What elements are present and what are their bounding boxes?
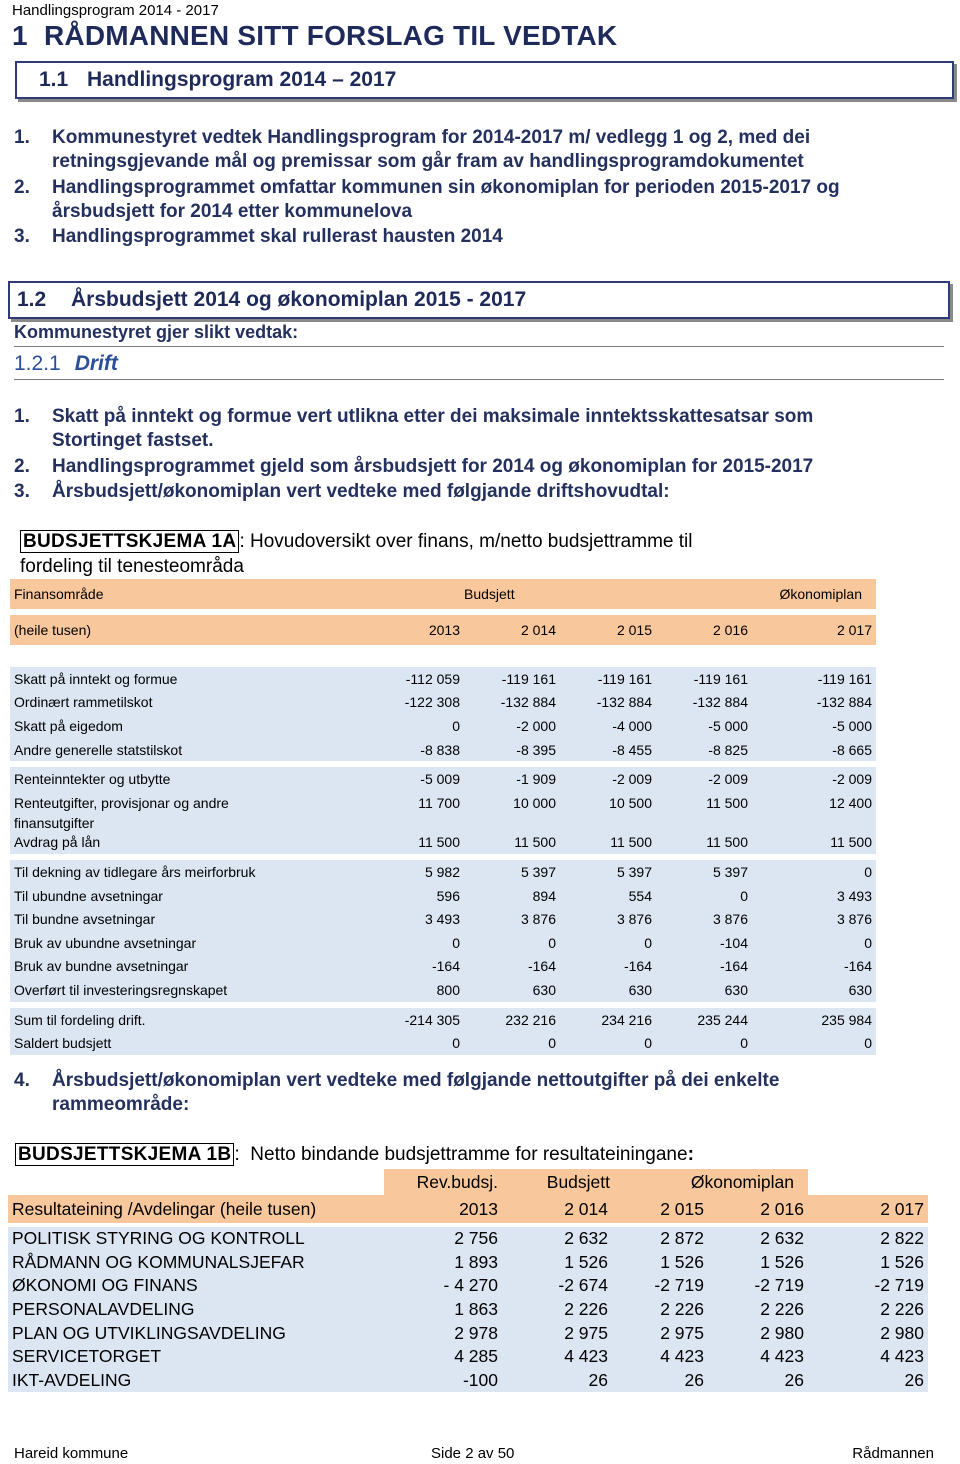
table-row xyxy=(8,1298,928,1322)
value-cell: 11 500 xyxy=(418,834,460,851)
table-row xyxy=(10,884,876,908)
schema-1b-label: BUDSJETTSKJEMA 1B xyxy=(15,1143,234,1166)
value-cell xyxy=(752,815,876,831)
section-1-2-title: Årsbudsjett 2014 og økonomiplan 2015 - 2017 xyxy=(71,288,527,311)
value-cell: -132 884 xyxy=(816,694,872,711)
row-label: POLITISK STYRING OG KONTROLL xyxy=(12,1228,305,1249)
header-cell: Budsjett xyxy=(502,1169,612,1195)
row-label: Saldert budsjett xyxy=(14,1035,112,1052)
row-label: PERSONALAVDELING xyxy=(12,1299,195,1320)
row-label: Renteinntekter og utbytte xyxy=(14,771,171,788)
value-cell: 2 975 xyxy=(660,1322,704,1343)
value-cell: 1 863 xyxy=(454,1299,498,1320)
value-cell: -100 xyxy=(462,1369,498,1390)
item-line: Årsbudsjett/økonomiplan vert vedteke med følgjande driftshovudtal: xyxy=(52,481,670,502)
value-cell: 234 216 xyxy=(601,1011,652,1028)
value-cell: 11 500 xyxy=(706,834,748,851)
colon: : xyxy=(239,531,245,552)
value-cell xyxy=(656,815,752,831)
value-cell: 630 xyxy=(532,981,556,998)
row-label: Sum til fordeling drift. xyxy=(14,1011,146,1028)
value-cell: 3 876 xyxy=(520,911,556,928)
value-cell: 1 526 xyxy=(564,1251,608,1272)
value-cell: -1 909 xyxy=(516,771,556,788)
value-cell: 4 423 xyxy=(564,1346,608,1367)
value-cell: -8 665 xyxy=(832,741,872,758)
value-cell: 235 244 xyxy=(697,1011,748,1028)
row-label: ØKONOMI OG FINANS xyxy=(12,1275,198,1296)
value-cell: 12 400 xyxy=(829,794,872,811)
item-number: 3. xyxy=(14,481,30,502)
table-row xyxy=(10,791,876,815)
list2-item-3 xyxy=(14,480,670,504)
value-cell: 2 980 xyxy=(760,1322,804,1343)
running-header: Handlingsprogram 2014 - 2017 xyxy=(12,2,219,19)
row-label: Bruk av ubundne avsetningar xyxy=(14,934,197,951)
value-cell: 2 872 xyxy=(660,1228,704,1249)
value-cell: 0 xyxy=(644,934,652,951)
row-label: Avdrag på lån xyxy=(14,834,101,851)
value-cell: 5 397 xyxy=(520,863,556,880)
value-cell: 235 984 xyxy=(821,1011,872,1028)
header-cell: Rev.budsj. xyxy=(384,1169,502,1195)
value-cell: 0 xyxy=(864,934,872,951)
value-cell: 26 xyxy=(784,1369,804,1390)
value-cell: -119 161 xyxy=(693,670,748,687)
header-cell: 2 015 xyxy=(660,1198,704,1219)
value-cell: 11 500 xyxy=(706,794,748,811)
value-cell: 2 975 xyxy=(564,1322,608,1343)
value-cell: 800 xyxy=(436,981,460,998)
table-row xyxy=(10,1008,876,1032)
value-cell: 10 000 xyxy=(513,794,556,811)
value-cell: 3 493 xyxy=(836,887,872,904)
table-row xyxy=(8,1345,928,1369)
row-label: Ordinært rammetilskot xyxy=(14,694,153,711)
value-cell: 0 xyxy=(740,887,748,904)
row-label: Til bundne avsetningar xyxy=(14,911,156,928)
value-cell: 0 xyxy=(452,934,460,951)
header-cell: 2013 xyxy=(428,622,460,638)
row-label: Skatt på eigedom xyxy=(14,717,123,734)
item-line: Stortinget fastset. xyxy=(52,430,214,451)
item-number: 2. xyxy=(14,177,30,198)
value-cell: -104 xyxy=(719,934,748,951)
value-cell: 4 423 xyxy=(880,1346,924,1367)
value-cell: 0 xyxy=(864,863,872,880)
value-cell: -2 719 xyxy=(874,1275,924,1296)
table-row xyxy=(8,1251,928,1275)
table-row xyxy=(8,1321,928,1345)
value-cell: -8 825 xyxy=(708,741,748,758)
row-label: Renteutgifter, provisjonar og andre xyxy=(14,794,229,811)
table-row xyxy=(10,738,876,762)
drift-heading xyxy=(14,352,118,376)
value-cell: -132 884 xyxy=(500,694,556,711)
header-cell: Økonomiplan xyxy=(612,1169,808,1195)
list1-item-2 xyxy=(14,176,840,224)
value-cell: -2 009 xyxy=(708,771,748,788)
item-line: retningsgjevande mål og premissar som går fram av handlingsprogramdokumentet xyxy=(52,151,804,172)
table-row xyxy=(10,978,876,1002)
list2-item-1 xyxy=(14,405,813,453)
value-cell: 0 xyxy=(452,1035,460,1052)
value-cell: -164 xyxy=(527,958,556,975)
value-cell: 0 xyxy=(864,1035,872,1052)
value-cell: 3 876 xyxy=(836,911,872,928)
schema-1b-title xyxy=(15,1144,694,1166)
value-cell: 1 526 xyxy=(660,1251,704,1272)
value-cell: 26 xyxy=(588,1369,608,1390)
item-line: årsbudsjett for 2014 etter kommunelova xyxy=(52,201,413,222)
vedtak-heading: Kommunestyret gjer slikt vedtak: xyxy=(14,322,299,342)
value-cell: -214 305 xyxy=(404,1011,460,1028)
value-cell: 1 893 xyxy=(454,1251,498,1272)
value-cell: -4 000 xyxy=(612,717,652,734)
section-1-1-number: 1.1 xyxy=(39,68,69,91)
value-cell: 10 500 xyxy=(609,794,652,811)
value-cell: 1 526 xyxy=(760,1251,804,1272)
value-cell: -122 308 xyxy=(404,694,460,711)
item-number: 4. xyxy=(14,1070,30,1091)
table-row xyxy=(10,955,876,979)
value-cell: 0 xyxy=(644,1035,652,1052)
header-cell: (heile tusen) xyxy=(14,622,92,638)
footer-page-number: Side 2 av 50 xyxy=(431,1445,515,1462)
header-cell: 2 017 xyxy=(880,1198,924,1219)
value-cell: 3 493 xyxy=(424,911,460,928)
item-line: Handlingsprogrammet gjeld som årsbudsjett for 2014 og økonomiplan for 2015-2017 xyxy=(52,456,814,477)
item-line: Kommunestyret vedtek Handlingsprogram for 2014-2017 m/ vedlegg 1 og 2, med dei xyxy=(52,127,811,148)
value-cell: 894 xyxy=(532,887,556,904)
section-1-1-box xyxy=(15,61,954,99)
header-cell: Budsjett xyxy=(464,586,515,602)
value-cell: 4 423 xyxy=(760,1346,804,1367)
value-cell: 232 216 xyxy=(505,1011,556,1028)
value-cell: 2 632 xyxy=(564,1228,608,1249)
table-row xyxy=(8,1274,928,1298)
row-label: Til ubundne avsetningar xyxy=(14,887,163,904)
table-row xyxy=(8,1369,928,1393)
value-cell: -164 xyxy=(623,958,652,975)
table-row xyxy=(10,907,876,931)
schema-1a-description: Hovudoversikt over finans, m/netto budsjettramme til xyxy=(250,531,693,552)
header-cell: 2 015 xyxy=(616,622,652,638)
item-line: Årsbudsjett/økonomiplan vert vedteke med følgjande nettoutgifter på dei enkelte xyxy=(52,1070,780,1091)
value-cell: -2 674 xyxy=(558,1275,608,1296)
list1-item-3 xyxy=(14,225,503,249)
chapter-title: RÅDMANNEN SITT FORSLAG TIL VEDTAK xyxy=(44,20,618,51)
value-cell: -164 xyxy=(719,958,748,975)
value-cell: -8 395 xyxy=(516,741,556,758)
section-1-2-number: 1.2 xyxy=(17,288,47,311)
value-cell xyxy=(464,815,560,831)
value-cell: 0 xyxy=(740,1035,748,1052)
table-row xyxy=(10,815,876,831)
item-number: 2. xyxy=(14,456,30,477)
value-cell: 630 xyxy=(724,981,748,998)
value-cell xyxy=(560,815,656,831)
footer-left: Hareid kommune xyxy=(14,1445,129,1462)
value-cell: 0 xyxy=(452,717,460,734)
table-row xyxy=(10,667,876,691)
value-cell: 2 756 xyxy=(454,1228,498,1249)
header-cell: 2013 xyxy=(459,1198,498,1219)
schema-1b-header-row xyxy=(8,1169,928,1195)
value-cell: 11 700 xyxy=(418,794,460,811)
schema-1a-description-line2: fordeling til tenesteområda xyxy=(20,556,244,577)
value-cell: 11 500 xyxy=(514,834,556,851)
row-label: Til dekning av tidlegare års meirforbruk xyxy=(14,863,256,880)
value-cell: -119 161 xyxy=(597,670,652,687)
value-cell: 0 xyxy=(548,934,556,951)
table-row xyxy=(10,931,876,955)
value-cell: 630 xyxy=(848,981,872,998)
schema-1a-title xyxy=(20,531,692,553)
header-cell: Resultateining /Avdelingar (heile tusen) xyxy=(12,1198,317,1219)
value-cell: -5 000 xyxy=(708,717,748,734)
table-row xyxy=(10,860,876,884)
table-row xyxy=(10,714,876,738)
value-cell: 4 423 xyxy=(660,1346,704,1367)
row-label: Bruk av bundne avsetningar xyxy=(14,958,189,975)
schema-1a-table xyxy=(10,579,876,1055)
table-row xyxy=(10,767,876,791)
value-cell: 1 526 xyxy=(880,1251,924,1272)
value-cell: -132 884 xyxy=(596,694,652,711)
value-cell: 26 xyxy=(684,1369,704,1390)
item-number: 3. xyxy=(14,226,30,247)
value-cell: 630 xyxy=(628,981,652,998)
item-line: Handlingsprogrammet skal rullerast hausten 2014 xyxy=(52,226,503,247)
value-cell: -164 xyxy=(843,958,872,975)
row-label: finansutgifter xyxy=(14,814,95,831)
value-cell: -2 009 xyxy=(612,771,652,788)
list1-item-1 xyxy=(14,126,810,174)
value-cell: 3 876 xyxy=(712,911,748,928)
value-cell: -119 161 xyxy=(817,670,872,687)
value-cell: 554 xyxy=(628,887,652,904)
header-cell: 2 017 xyxy=(836,622,872,638)
value-cell: -5 009 xyxy=(420,771,460,788)
value-cell: -2 000 xyxy=(516,717,556,734)
value-cell: 2 822 xyxy=(880,1228,924,1249)
schema-1b-description: Netto bindande budsjettramme for resultateiningane xyxy=(250,1144,688,1165)
value-cell: 4 285 xyxy=(454,1346,498,1367)
value-cell: -2 719 xyxy=(754,1275,804,1296)
section-1-2-box xyxy=(8,281,950,319)
value-cell: -112 059 xyxy=(405,670,460,687)
value-cell: -2 009 xyxy=(832,771,872,788)
value-cell: 11 500 xyxy=(830,834,872,851)
row-label: Overført til investeringsregnskapet xyxy=(14,981,228,998)
value-cell: 2 226 xyxy=(660,1299,704,1320)
value-cell: -119 161 xyxy=(501,670,556,687)
schema-1a-label: BUDSJETTSKJEMA 1A xyxy=(20,530,239,553)
schema-1b-table xyxy=(8,1169,928,1392)
value-cell: 2 978 xyxy=(454,1322,498,1343)
value-cell: -132 884 xyxy=(692,694,748,711)
value-cell: 2 980 xyxy=(880,1322,924,1343)
header-cell: 2 016 xyxy=(760,1198,804,1219)
item-number: 1. xyxy=(14,406,30,427)
value-cell: 5 397 xyxy=(616,863,652,880)
header-cell: 2 014 xyxy=(564,1198,608,1219)
drift-title: Drift xyxy=(74,352,118,375)
header-cell: Økonomiplan xyxy=(779,586,862,602)
value-cell xyxy=(374,815,464,831)
value-cell: -8 455 xyxy=(612,741,652,758)
schema-1a-header-row xyxy=(10,579,876,609)
list2-item-2 xyxy=(14,455,813,479)
value-cell: 2 226 xyxy=(564,1299,608,1320)
row-label: Skatt på inntekt og formue xyxy=(14,670,178,687)
header-cell: 2 016 xyxy=(712,622,748,638)
list2-item-4 xyxy=(14,1069,779,1117)
table-row xyxy=(10,831,876,855)
item-line: rammeområde: xyxy=(52,1094,190,1115)
value-cell: 5 397 xyxy=(712,863,748,880)
value-cell: 596 xyxy=(436,887,460,904)
schema-1b-year-row xyxy=(8,1195,928,1223)
value-cell: -164 xyxy=(431,958,460,975)
drift-number: 1.2.1 xyxy=(14,352,61,375)
divider xyxy=(14,379,944,380)
table-row xyxy=(10,1031,876,1055)
item-number: 1. xyxy=(14,127,30,148)
value-cell: 3 876 xyxy=(616,911,652,928)
value-cell: - 4 270 xyxy=(443,1275,498,1296)
table-row xyxy=(8,1227,928,1251)
value-cell: 26 xyxy=(904,1369,924,1390)
value-cell: 5 982 xyxy=(424,863,460,880)
value-cell: 2 226 xyxy=(880,1299,924,1320)
chapter-heading xyxy=(12,20,617,52)
schema-1a-year-row xyxy=(10,615,876,645)
divider xyxy=(14,346,944,347)
value-cell: -8 838 xyxy=(420,741,460,758)
table-row xyxy=(10,691,876,715)
value-cell: 2 226 xyxy=(760,1299,804,1320)
value-cell: 2 632 xyxy=(760,1228,804,1249)
value-cell: 0 xyxy=(548,1035,556,1052)
row-label: RÅDMANN OG KOMMUNALSJEFAR xyxy=(12,1251,305,1272)
chapter-number: 1 xyxy=(12,20,28,51)
row-label: Andre generelle statstilskot xyxy=(14,741,183,758)
value-cell: -2 719 xyxy=(654,1275,704,1296)
header-cell: 2 014 xyxy=(520,622,556,638)
section-1-1-title: Handlingsprogram 2014 – 2017 xyxy=(87,68,397,91)
item-line: Skatt på inntekt og formue vert utlikna etter dei maksimale inntektsskattesatsar som xyxy=(52,406,814,427)
footer-right: Rådmannen xyxy=(852,1445,934,1462)
value-cell: 11 500 xyxy=(610,834,652,851)
item-line: Handlingsprogrammet omfattar kommunen sin økonomiplan for perioden 2015-2017 og xyxy=(52,177,840,198)
colon: : xyxy=(687,1144,694,1165)
header-cell: Finansområde xyxy=(14,586,104,602)
row-label: IKT-AVDELING xyxy=(12,1369,132,1390)
colon: : xyxy=(234,1144,240,1165)
row-label: PLAN OG UTVIKLINGSAVDELING xyxy=(12,1322,286,1343)
value-cell: -5 000 xyxy=(832,717,872,734)
row-label: SERVICETORGET xyxy=(12,1346,162,1367)
